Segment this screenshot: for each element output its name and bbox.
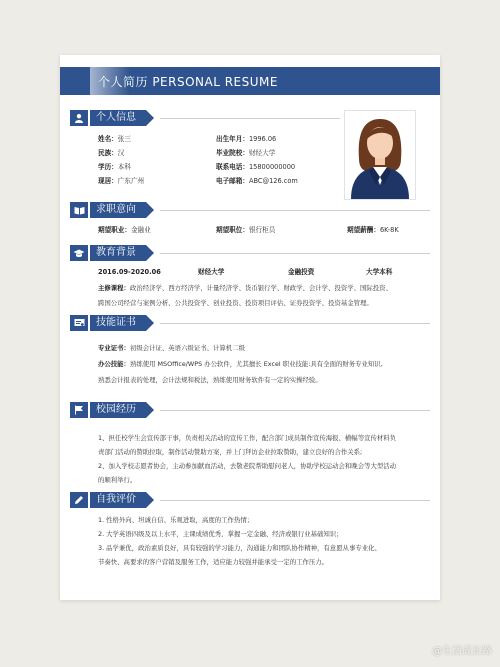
desired-position-label: 期望职位： (216, 226, 249, 234)
school-label: 毕业院校： (216, 149, 249, 157)
campus-item-2-line-1: 2、加入学校志愿者协会，主动参加献血活动，去敬老院帮助慰问老人，协助学校运动会和晚会等大型活动 (98, 462, 397, 470)
section-divider (160, 323, 430, 324)
resume-title: 个人简历 PERSONAL RESUME (98, 75, 278, 89)
courses-line-2: 跨国公司经营与案例分析、公共投资学、创业投资、投资项目评估、证券投资学、投资基金管理。 (98, 299, 373, 307)
education-period: 2016.09-2020.06 (98, 268, 161, 276)
graduation-cap-icon (70, 245, 88, 261)
section-title: 校园经历 (90, 402, 146, 418)
section-divider (160, 118, 340, 119)
name-value: 张三 (117, 135, 131, 143)
section-header (70, 492, 430, 508)
personal-right-column (216, 132, 346, 188)
book-icon (70, 202, 88, 218)
education-label: 学历： (98, 163, 118, 171)
ethnicity-value: 汉 (117, 149, 125, 157)
watermark-text: @生活成长路 (432, 646, 492, 657)
section-divider (160, 253, 430, 254)
section-title: 自我评价 (90, 492, 146, 508)
cert-label: 专业证书： (98, 344, 130, 352)
birth-value: 1996.06 (248, 135, 277, 143)
section-header (70, 245, 430, 261)
profile-photo (344, 110, 416, 200)
birth-label: 出生年月： (216, 135, 249, 143)
section-header (70, 110, 340, 126)
section-header (70, 402, 430, 418)
campus-item-2-line-2: 的顺利举行。 (98, 476, 137, 484)
section-title: 求职意向 (90, 202, 146, 218)
section-divider (160, 410, 430, 411)
courses-line-1: 政治经济学、西方经济学、计量经济学、货币银行学、财政学、会计学、投资学、国际投资、 (129, 284, 392, 292)
section-header (70, 202, 430, 218)
user-icon (70, 110, 88, 126)
desired-salary-value: 6K-8K (379, 226, 399, 234)
evaluation-line-3: 3. 品学兼优，政治素质良好，具有较强的学习能力，沟通能力和团队协作精神，有意愿从事专业化、 (98, 544, 381, 552)
education-major: 金融投资 (288, 268, 315, 276)
school-value: 财经大学 (248, 149, 276, 157)
section-title: 个人信息 (90, 110, 146, 126)
section-header (70, 315, 430, 331)
section-education (70, 245, 430, 307)
section-skills (70, 315, 430, 384)
phone-value: 15800000000 (248, 163, 296, 171)
education-value: 本科 (117, 163, 131, 171)
section-self-evaluation (70, 492, 430, 566)
email-value: ABC@126.com (248, 177, 298, 185)
section-divider (160, 500, 430, 501)
desired-salary-label: 期望薪酬： (347, 226, 380, 234)
section-job-intention (70, 202, 430, 234)
desired-industry-value: 金融业 (130, 226, 151, 234)
resume-sheet (60, 55, 440, 600)
residence-value: 广东广州 (117, 177, 145, 185)
desired-position-value: 银行柜员 (248, 226, 276, 234)
section-title: 技能证书 (90, 315, 146, 331)
office-skill-line-2: 熟悉会计报表的处理，会计法规和税法，熟练使用财务软件有一定的实操经验。 (98, 376, 322, 384)
campus-item-1-line-1: 1、担任校学生会宣传部干事，负责相关活动的宣传工作，配合部门成员制作宣传海报、横幅等宣传材料负 (98, 434, 397, 442)
phone-label: 联系电话： (216, 163, 249, 171)
ethnicity-label: 民族： (98, 149, 118, 157)
evaluation-line-2: 2. 大学英语四级及以上水平，主课成绩优秀，掌握一定金融、经济或银行业基础知识； (98, 530, 343, 538)
personal-left-column (98, 132, 218, 188)
pencil-icon (70, 492, 88, 508)
education-school: 财经大学 (198, 268, 225, 276)
desired-industry-label: 期望职业： (98, 226, 131, 234)
cert-value: 初级会计证、英语六级证书、计算机二级 (129, 344, 245, 352)
residence-label: 现居： (98, 177, 118, 185)
office-skill-label: 办公技能： (98, 360, 130, 368)
name-label: 姓名： (98, 135, 118, 143)
evaluation-line-1: 1. 性格外向、坦诚自信、乐观进取，高度的工作热情； (98, 516, 254, 524)
certificate-icon (70, 315, 88, 331)
email-label: 电子邮箱： (216, 177, 249, 185)
section-title: 教育背景 (90, 245, 146, 261)
banner-lead-block (60, 67, 90, 95)
education-degree: 大学本科 (366, 268, 393, 276)
section-divider (160, 210, 430, 211)
flag-icon (70, 402, 88, 418)
courses-label: 主修课程： (98, 284, 130, 292)
campus-item-1-line-2: 责部门活动的赞助拉取，制作活动赞助方案，并上门拜访企业拉取赞助，建立良好的合作关系; (98, 448, 363, 456)
section-campus-experience (70, 402, 430, 484)
resume-banner (60, 67, 440, 95)
evaluation-line-4: 节奏快、高要求的客户营销及服务工作，适应能力较强并能承受一定的工作压力。 (98, 558, 329, 566)
office-skill-line-1: 熟练使用 MSOffice/WPS 办公软件，尤其擅长 Excel 职业技能:具有全面的财务专业知识, (129, 360, 383, 368)
avatar-illustration (345, 111, 415, 199)
